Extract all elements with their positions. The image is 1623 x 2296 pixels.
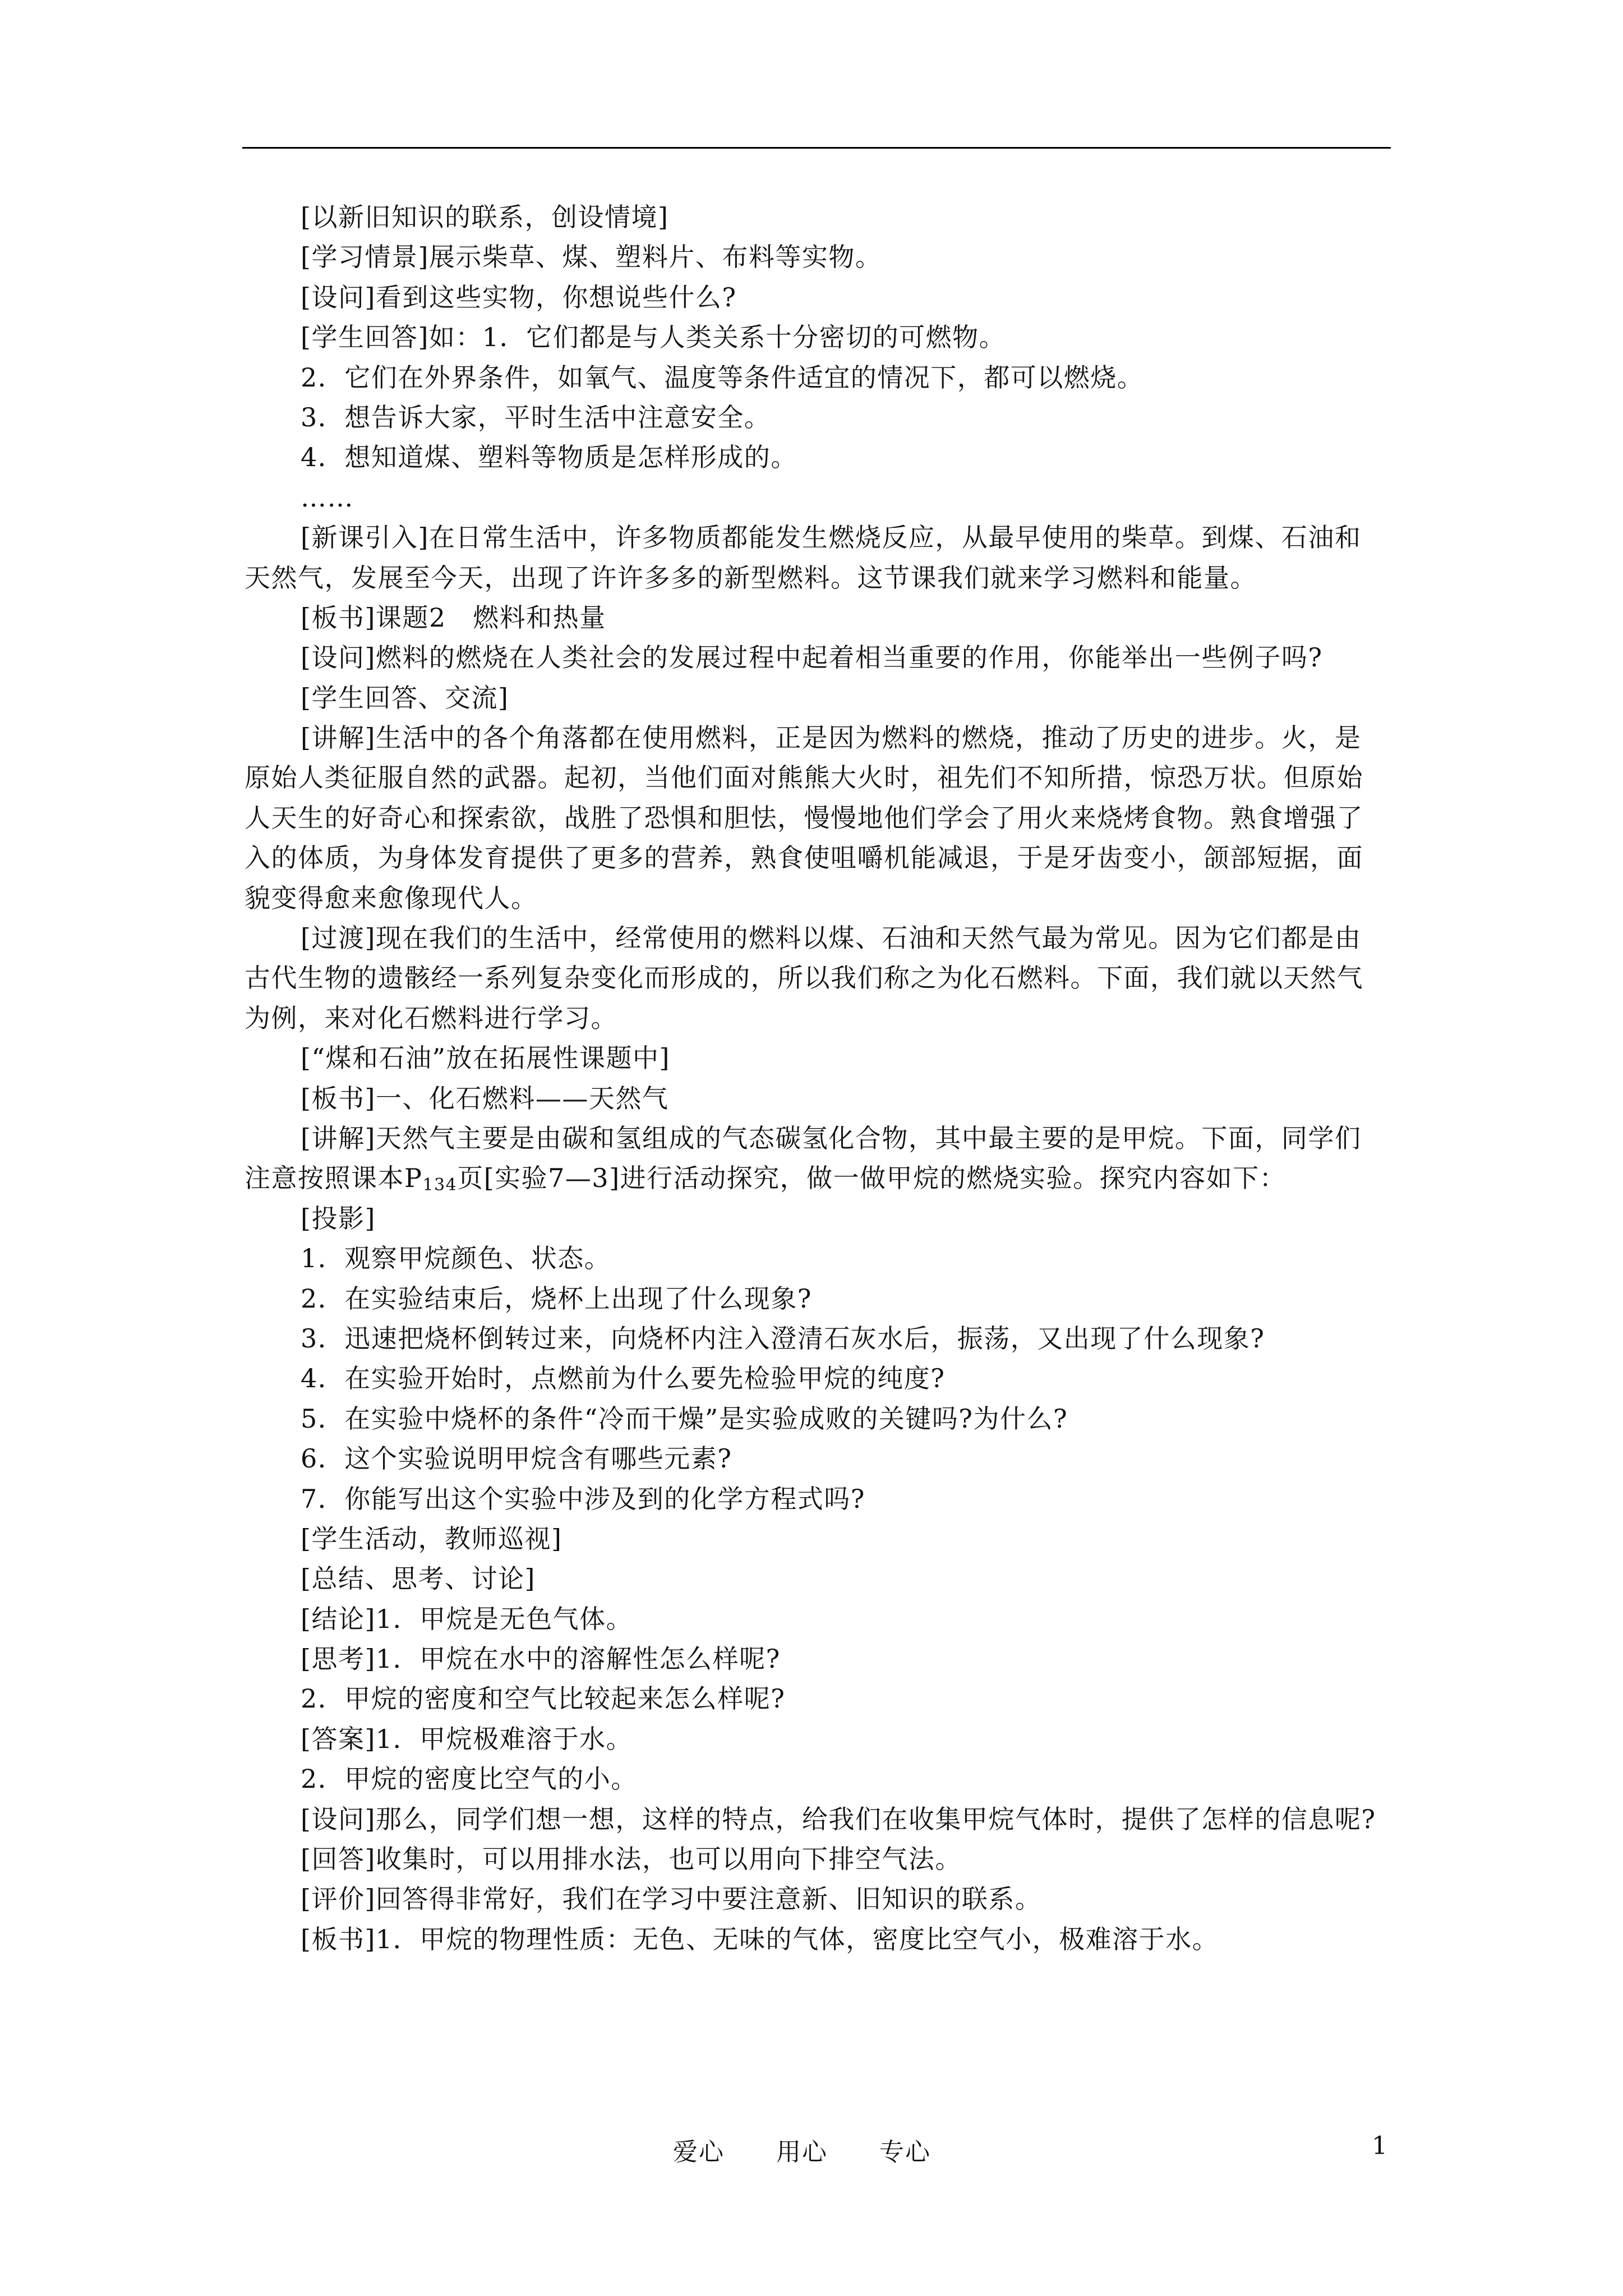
- text-line: [设问]那么，同学们想一想，这样的特点，给我们在收集甲烷气体时，提供了怎样的信息呢?: [301, 1803, 1376, 1834]
- text-line: [讲解]天然气主要是由碳和氢组成的气态碳氢化合物，其中最主要的是甲烷。下面，同学们: [301, 1122, 1362, 1153]
- text-line: [板书]课题2 燃料和热量: [301, 602, 606, 633]
- text-line: [学生活动，教师巡视]: [301, 1523, 562, 1554]
- header-rule: [242, 147, 1391, 149]
- text-line: 原始人类征服自然的武器。起初，当他们面对熊熊大火时，祖先们不知所措，惊恐万状。但原始: [245, 762, 1363, 793]
- text-line: 7．你能写出这个实验中涉及到的化学方程式吗?: [301, 1483, 865, 1514]
- text-line: [学生回答]如：1．它们都是与人类关系十分密切的可燃物。: [301, 322, 1006, 353]
- text-line: [过渡]现在我们的生活中，经常使用的燃料以煤、石油和天然气最为常见。因为它们都是由: [301, 923, 1362, 954]
- text-line: [以新旧知识的联系，创设情境]: [301, 202, 669, 232]
- text-segment: 注意按照课本P: [245, 1163, 423, 1194]
- text-line: 人天生的好奇心和探索欲，战胜了恐惧和胆怯，慢慢地他们学会了用火来烧烤食物。熟食增强了: [245, 802, 1363, 833]
- document-body: [245, 197, 1402, 1959]
- text-line: 为例，来对化石燃料进行学习。: [245, 1002, 617, 1033]
- text-line: [思考]1．甲烷在水中的溶解性怎么样呢?: [301, 1644, 781, 1674]
- text-line: 2．甲烷的密度和空气比较起来怎么样呢?: [301, 1683, 786, 1714]
- text-line: [答案]1．甲烷极难溶于水。: [301, 1723, 633, 1754]
- text-line: [设问]燃料的燃烧在人类社会的发展过程中起着相当重要的作用，你能举出一些例子吗?: [301, 642, 1323, 673]
- text-line: 5．在实验中烧杯的条件“冷而干燥”是实验成败的关键吗?为什么?: [301, 1403, 1068, 1434]
- text-line: [板书]一、化石燃料——天然气: [301, 1083, 669, 1114]
- text-line: 4．想知道煤、塑料等物质是怎样形成的。: [301, 442, 797, 473]
- text-line: 2．在实验结束后，烧杯上出现了什么现象?: [301, 1283, 812, 1314]
- text-line: ……: [301, 482, 354, 513]
- text-line: 3．迅速把烧杯倒转过来，向烧杯内注入澄清石灰水后，振荡，又出现了什么现象?: [301, 1323, 1265, 1354]
- text-line: 古代生物的遗骸经一系列复杂变化而形成的，所以我们称之为化石燃料。下面，我们就以天然气: [245, 963, 1363, 993]
- text-line: [讲解]生活中的各个角落都在使用燃料，正是因为燃料的燃烧，推动了历史的进步。火，是: [301, 723, 1362, 753]
- text-line: [评价]回答得非常好，我们在学习中要注意新、旧知识的联系。: [301, 1884, 1042, 1915]
- text-line: 1．观察甲烷颜色、状态。: [301, 1243, 611, 1274]
- text-line: [结论]1．甲烷是无色气体。: [301, 1603, 633, 1634]
- page-subscript: 134: [422, 1175, 458, 1195]
- text-line: [设问]看到这些实物，你想说些什么?: [301, 282, 737, 312]
- page-footer: [0, 2132, 1623, 2171]
- text-line: 天然气，发展至今天，出现了许许多多的新型燃料。这节课我们就来学习燃料和能量。: [245, 562, 1257, 593]
- text-line: [“煤和石油”放在拓展性课题中]: [301, 1043, 670, 1074]
- text-line: 貌变得愈来愈像现代人。: [245, 882, 538, 913]
- text-line: [245, 1158, 1402, 1198]
- text-line: [新课引入]在日常生活中，许多物质都能发生燃烧反应，从最早使用的柴草。到煤、石油和: [301, 522, 1362, 553]
- text-line: 4．在实验开始时，点燃前为什么要先检验甲烷的纯度?: [301, 1363, 946, 1394]
- text-line: [总结、思考、讨论]: [301, 1563, 536, 1594]
- text-line: 2．甲烷的密度比空气的小。: [301, 1764, 638, 1795]
- text-line: [投影]: [301, 1203, 376, 1234]
- text-line: [学习情景]展示柴草、煤、塑料片、布料等实物。: [301, 242, 882, 273]
- text-line: 2．它们在外界条件，如氧气、温度等条件适宜的情况下，都可以燃烧。: [301, 362, 1144, 393]
- text-line: 6．这个实验说明甲烷含有哪些元素?: [301, 1443, 732, 1474]
- text-line: [板书]1．甲烷的物理性质：无色、无味的气体，密度比空气小，极难溶于水。: [301, 1924, 1219, 1954]
- page-number: 1: [1372, 2132, 1387, 2160]
- text-line: 3．想告诉大家，平时生活中注意安全。: [301, 402, 771, 432]
- text-line: [回答]收集时，可以用排水法，也可以用向下排空气法。: [301, 1844, 962, 1875]
- text-line: 入的体质，为身体发育提供了更多的营养，熟食使咀嚼机能减退，于是牙齿变小，颌部短据，面: [245, 843, 1363, 873]
- text-line: [学生回答、交流]: [301, 682, 509, 713]
- footer-motto: 爱心 用心 专心: [673, 2138, 931, 2166]
- text-segment: 页[实验7—3]进行活动探究，做一做甲烷的燃烧实验。探究内容如下：: [457, 1163, 1287, 1194]
